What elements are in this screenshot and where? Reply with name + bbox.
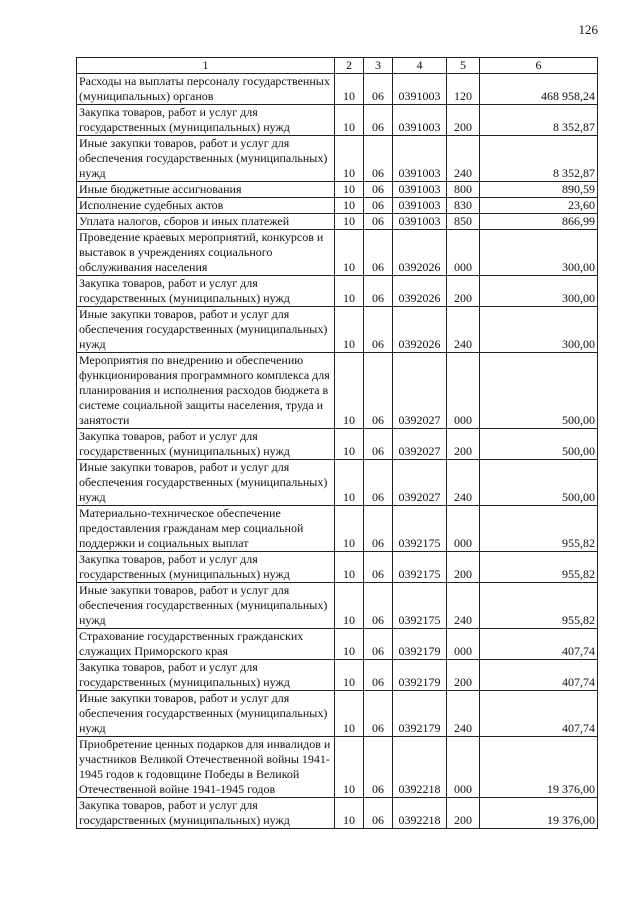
table-row bbox=[77, 737, 598, 798]
table-row bbox=[77, 353, 598, 429]
amount-cell: 955,82 bbox=[480, 552, 598, 583]
section-cell: 10 bbox=[335, 198, 364, 214]
expense-type-cell: 120 bbox=[447, 74, 480, 105]
amount-cell: 955,82 bbox=[480, 583, 598, 629]
amount-cell: 955,82 bbox=[480, 506, 598, 552]
target-article-cell: 0391003 bbox=[393, 214, 447, 230]
table-row bbox=[77, 198, 598, 214]
expense-type-cell: 850 bbox=[447, 214, 480, 230]
expense-type-cell: 200 bbox=[447, 276, 480, 307]
expense-type-cell: 200 bbox=[447, 798, 480, 829]
subsection-cell: 06 bbox=[364, 460, 393, 506]
table-header bbox=[77, 58, 598, 74]
description-cell: Закупка товаров, работ и услуг для государственных (муниципальных) нужд bbox=[77, 105, 335, 136]
amount-cell: 407,74 bbox=[480, 629, 598, 660]
header-cell: 2 bbox=[335, 58, 364, 74]
subsection-cell: 06 bbox=[364, 136, 393, 182]
expense-type-cell: 240 bbox=[447, 136, 480, 182]
subsection-cell: 06 bbox=[364, 182, 393, 198]
table-row bbox=[77, 276, 598, 307]
target-article-cell: 0392179 bbox=[393, 660, 447, 691]
subsection-cell: 06 bbox=[364, 552, 393, 583]
description-cell: Приобретение ценных подарков для инвалидов и участников Великой Отечественной войны 1941-1945 годов к годовщине Победы в Великой Отечественной войне 1941-1945 годов bbox=[77, 737, 335, 798]
table-row bbox=[77, 105, 598, 136]
section-cell: 10 bbox=[335, 583, 364, 629]
description-cell: Закупка товаров, работ и услуг для государственных (муниципальных) нужд bbox=[77, 429, 335, 460]
section-cell: 10 bbox=[335, 660, 364, 691]
subsection-cell: 06 bbox=[364, 230, 393, 276]
subsection-cell: 06 bbox=[364, 307, 393, 353]
amount-cell: 407,74 bbox=[480, 660, 598, 691]
subsection-cell: 06 bbox=[364, 198, 393, 214]
subsection-cell: 06 bbox=[364, 737, 393, 798]
amount-cell: 500,00 bbox=[480, 429, 598, 460]
section-cell: 10 bbox=[335, 136, 364, 182]
section-cell: 10 bbox=[335, 307, 364, 353]
target-article-cell: 0392027 bbox=[393, 353, 447, 429]
amount-cell: 890,59 bbox=[480, 182, 598, 198]
subsection-cell: 06 bbox=[364, 691, 393, 737]
section-cell: 10 bbox=[335, 105, 364, 136]
target-article-cell: 0392027 bbox=[393, 429, 447, 460]
expense-type-cell: 240 bbox=[447, 307, 480, 353]
header-row bbox=[77, 58, 598, 74]
table-row bbox=[77, 629, 598, 660]
target-article-cell: 0391003 bbox=[393, 74, 447, 105]
description-cell: Исполнение судебных актов bbox=[77, 198, 335, 214]
expense-type-cell: 000 bbox=[447, 629, 480, 660]
expense-type-cell: 000 bbox=[447, 230, 480, 276]
description-cell: Уплата налогов, сборов и иных платежей bbox=[77, 214, 335, 230]
description-cell: Закупка товаров, работ и услуг для государственных (муниципальных) нужд bbox=[77, 798, 335, 829]
table-row bbox=[77, 136, 598, 182]
target-article-cell: 0391003 bbox=[393, 105, 447, 136]
description-cell: Расходы на выплаты персоналу государственных (муниципальных) органов bbox=[77, 74, 335, 105]
expense-type-cell: 240 bbox=[447, 460, 480, 506]
expense-type-cell: 200 bbox=[447, 660, 480, 691]
section-cell: 10 bbox=[335, 353, 364, 429]
amount-cell: 8 352,87 bbox=[480, 136, 598, 182]
section-cell: 10 bbox=[335, 230, 364, 276]
header-cell: 6 bbox=[480, 58, 598, 74]
table-row bbox=[77, 552, 598, 583]
description-cell: Иные закупки товаров, работ и услуг для обеспечения государственных (муниципальных) нужд bbox=[77, 691, 335, 737]
table-row bbox=[77, 691, 598, 737]
subsection-cell: 06 bbox=[364, 214, 393, 230]
amount-cell: 300,00 bbox=[480, 276, 598, 307]
section-cell: 10 bbox=[335, 798, 364, 829]
amount-cell: 8 352,87 bbox=[480, 105, 598, 136]
subsection-cell: 06 bbox=[364, 74, 393, 105]
table-row bbox=[77, 214, 598, 230]
target-article-cell: 0392027 bbox=[393, 460, 447, 506]
target-article-cell: 0392179 bbox=[393, 629, 447, 660]
section-cell: 10 bbox=[335, 74, 364, 105]
section-cell: 10 bbox=[335, 552, 364, 583]
table-body bbox=[77, 74, 598, 829]
description-cell: Иные закупки товаров, работ и услуг для обеспечения государственных (муниципальных) нужд bbox=[77, 136, 335, 182]
target-article-cell: 0391003 bbox=[393, 182, 447, 198]
table-row bbox=[77, 460, 598, 506]
table-row bbox=[77, 583, 598, 629]
amount-cell: 19 376,00 bbox=[480, 737, 598, 798]
expense-type-cell: 000 bbox=[447, 737, 480, 798]
header-cell: 5 bbox=[447, 58, 480, 74]
target-article-cell: 0392179 bbox=[393, 691, 447, 737]
expense-type-cell: 000 bbox=[447, 506, 480, 552]
section-cell: 10 bbox=[335, 691, 364, 737]
amount-cell: 23,60 bbox=[480, 198, 598, 214]
amount-cell: 500,00 bbox=[480, 353, 598, 429]
expense-type-cell: 000 bbox=[447, 353, 480, 429]
amount-cell: 866,99 bbox=[480, 214, 598, 230]
description-cell: Иные закупки товаров, работ и услуг для обеспечения государственных (муниципальных) нужд bbox=[77, 307, 335, 353]
subsection-cell: 06 bbox=[364, 105, 393, 136]
header-cell: 4 bbox=[393, 58, 447, 74]
target-article-cell: 0392175 bbox=[393, 552, 447, 583]
table-row bbox=[77, 230, 598, 276]
description-cell: Материально-техническое обеспечение предоставления гражданам мер социальной поддержки и социальных выплат bbox=[77, 506, 335, 552]
description-cell: Проведение краевых мероприятий, конкурсов и выставок в учреждениях социального обслуживания населения bbox=[77, 230, 335, 276]
subsection-cell: 06 bbox=[364, 660, 393, 691]
table-row bbox=[77, 182, 598, 198]
description-cell: Иные бюджетные ассигнования bbox=[77, 182, 335, 198]
expense-type-cell: 240 bbox=[447, 583, 480, 629]
target-article-cell: 0391003 bbox=[393, 198, 447, 214]
subsection-cell: 06 bbox=[364, 353, 393, 429]
subsection-cell: 06 bbox=[364, 506, 393, 552]
target-article-cell: 0392218 bbox=[393, 798, 447, 829]
subsection-cell: 06 bbox=[364, 583, 393, 629]
section-cell: 10 bbox=[335, 629, 364, 660]
header-cell: 3 bbox=[364, 58, 393, 74]
section-cell: 10 bbox=[335, 276, 364, 307]
expense-type-cell: 800 bbox=[447, 182, 480, 198]
expense-type-cell: 200 bbox=[447, 552, 480, 583]
page-number: 126 bbox=[578, 22, 598, 37]
expense-type-cell: 200 bbox=[447, 429, 480, 460]
table-row bbox=[77, 429, 598, 460]
amount-cell: 407,74 bbox=[480, 691, 598, 737]
description-cell: Закупка товаров, работ и услуг для государственных (муниципальных) нужд bbox=[77, 276, 335, 307]
target-article-cell: 0392026 bbox=[393, 276, 447, 307]
target-article-cell: 0391003 bbox=[393, 136, 447, 182]
amount-cell: 500,00 bbox=[480, 460, 598, 506]
header-cell: 1 bbox=[77, 58, 335, 74]
section-cell: 10 bbox=[335, 429, 364, 460]
budget-table bbox=[76, 57, 598, 829]
description-cell: Иные закупки товаров, работ и услуг для обеспечения государственных (муниципальных) нужд bbox=[77, 460, 335, 506]
amount-cell: 300,00 bbox=[480, 307, 598, 353]
expense-type-cell: 200 bbox=[447, 105, 480, 136]
table-row bbox=[77, 506, 598, 552]
amount-cell: 300,00 bbox=[480, 230, 598, 276]
subsection-cell: 06 bbox=[364, 798, 393, 829]
target-article-cell: 0392026 bbox=[393, 307, 447, 353]
description-cell: Иные закупки товаров, работ и услуг для обеспечения государственных (муниципальных) нужд bbox=[77, 583, 335, 629]
description-cell: Страхование государственных гражданских служащих Приморского края bbox=[77, 629, 335, 660]
amount-cell: 19 376,00 bbox=[480, 798, 598, 829]
target-article-cell: 0392026 bbox=[393, 230, 447, 276]
section-cell: 10 bbox=[335, 506, 364, 552]
description-cell: Закупка товаров, работ и услуг для государственных (муниципальных) нужд bbox=[77, 552, 335, 583]
expense-type-cell: 240 bbox=[447, 691, 480, 737]
subsection-cell: 06 bbox=[364, 629, 393, 660]
section-cell: 10 bbox=[335, 182, 364, 198]
subsection-cell: 06 bbox=[364, 429, 393, 460]
description-cell: Закупка товаров, работ и услуг для государственных (муниципальных) нужд bbox=[77, 660, 335, 691]
section-cell: 10 bbox=[335, 214, 364, 230]
description-cell: Мероприятия по внедрению и обеспечению функционирования программного комплекса для планирования и исполнения расходов бюджета в системе социальной защиты населения, труда и занятости bbox=[77, 353, 335, 429]
expense-type-cell: 830 bbox=[447, 198, 480, 214]
subsection-cell: 06 bbox=[364, 276, 393, 307]
table-row bbox=[77, 798, 598, 829]
section-cell: 10 bbox=[335, 460, 364, 506]
target-article-cell: 0392175 bbox=[393, 506, 447, 552]
amount-cell: 468 958,24 bbox=[480, 74, 598, 105]
table-row bbox=[77, 74, 598, 105]
target-article-cell: 0392218 bbox=[393, 737, 447, 798]
target-article-cell: 0392175 bbox=[393, 583, 447, 629]
table-row bbox=[77, 307, 598, 353]
section-cell: 10 bbox=[335, 737, 364, 798]
table-row bbox=[77, 660, 598, 691]
